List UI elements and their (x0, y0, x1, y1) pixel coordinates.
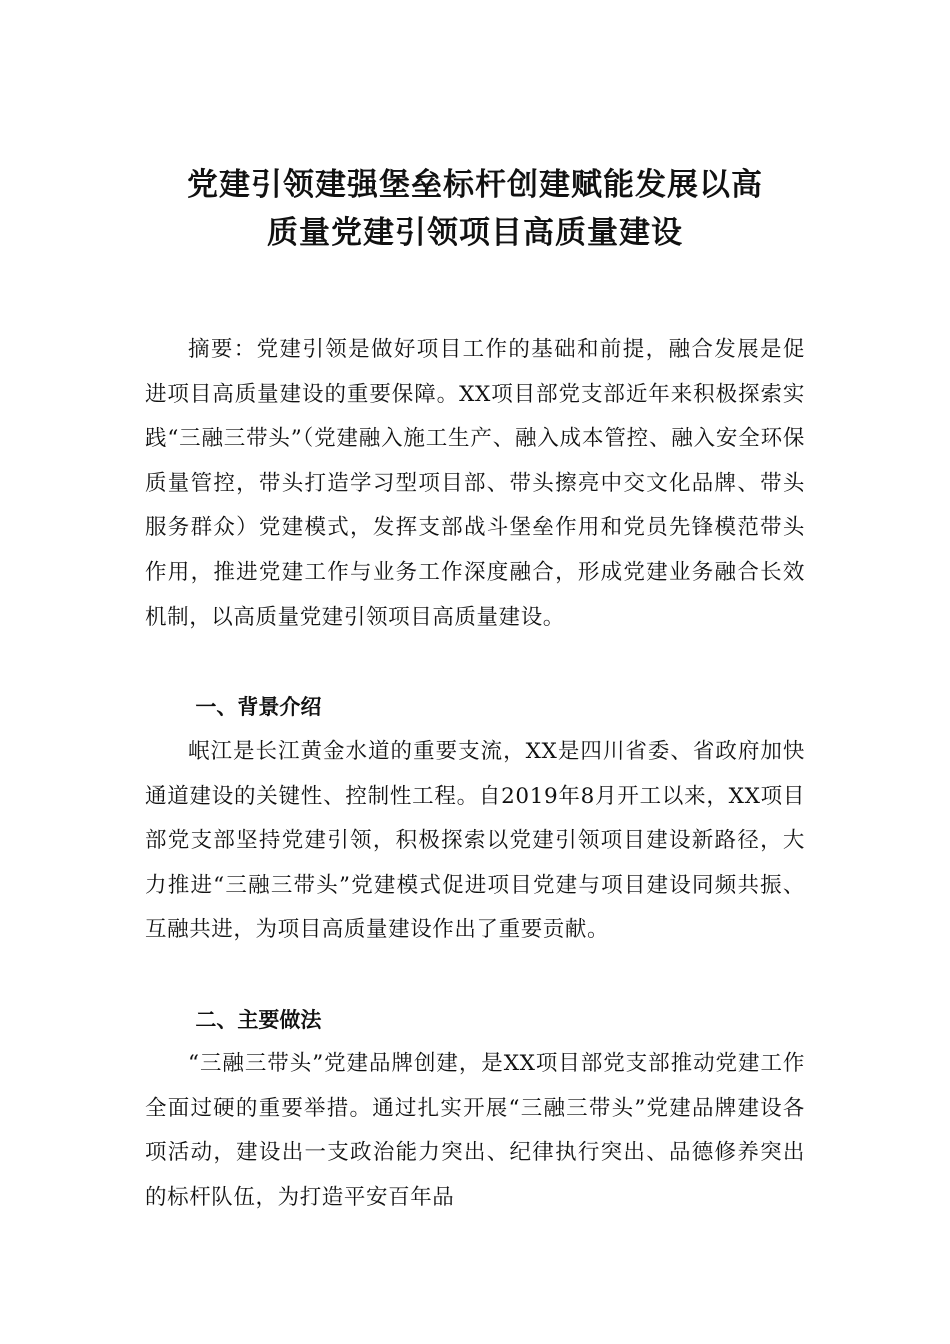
background-paragraph: 岷江是长江黄金水道的重要支流，XX是四川省委、省政府加快通道建设的关键性、控制性工程。自2019年8月开工以来，XX项目部党支部坚持党建引领，积极探索以党建引领项目建设新路径，大力推进“三融三带头”党建模式促进项目党建与项目建设同频共振、互融共进，为项目高质量建设作出了重要贡献。 (145, 739, 805, 943)
document-title-line-1: 党建引领建强堡垒标杆创建赋能发展以高 (187, 167, 763, 203)
main-practices-paragraph: “三融三带头”党建品牌创建，是XX项目部党支部推动党建工作全面过硬的重要举措。通过扎实开展“三融三带头”党建品牌建设各项活动，建设出一支政治能力突出、纪律执行突出、品德修养突出的标杆队伍，为打造平安百年品 (145, 1051, 805, 1210)
document-title-line-2: 质量党建引领项目高质量建设 (267, 215, 683, 251)
section-heading-background: 一、背景介绍 (195, 695, 322, 719)
abstract-paragraph: 摘要：党建引领是做好项目工作的基础和前提，融合发展是促进项目高质量建设的重要保障。XX项目部党支部近年来积极探索实践“三融三带头”（党建融入施工生产、融入成本管控、融入安全环保质量管控，带头打造学习型项目部、带头擦亮中交文化品牌、带头服务群众）党建模式，发挥支部战斗堡垒作用和党员先锋模范带头作用，推进党建工作与业务工作深度融合，形成党建业务融合长效机制，以高质量党建引领项目高质量建设。 (145, 337, 805, 630)
section-heading-main-practices: 二、主要做法 (195, 1008, 322, 1032)
